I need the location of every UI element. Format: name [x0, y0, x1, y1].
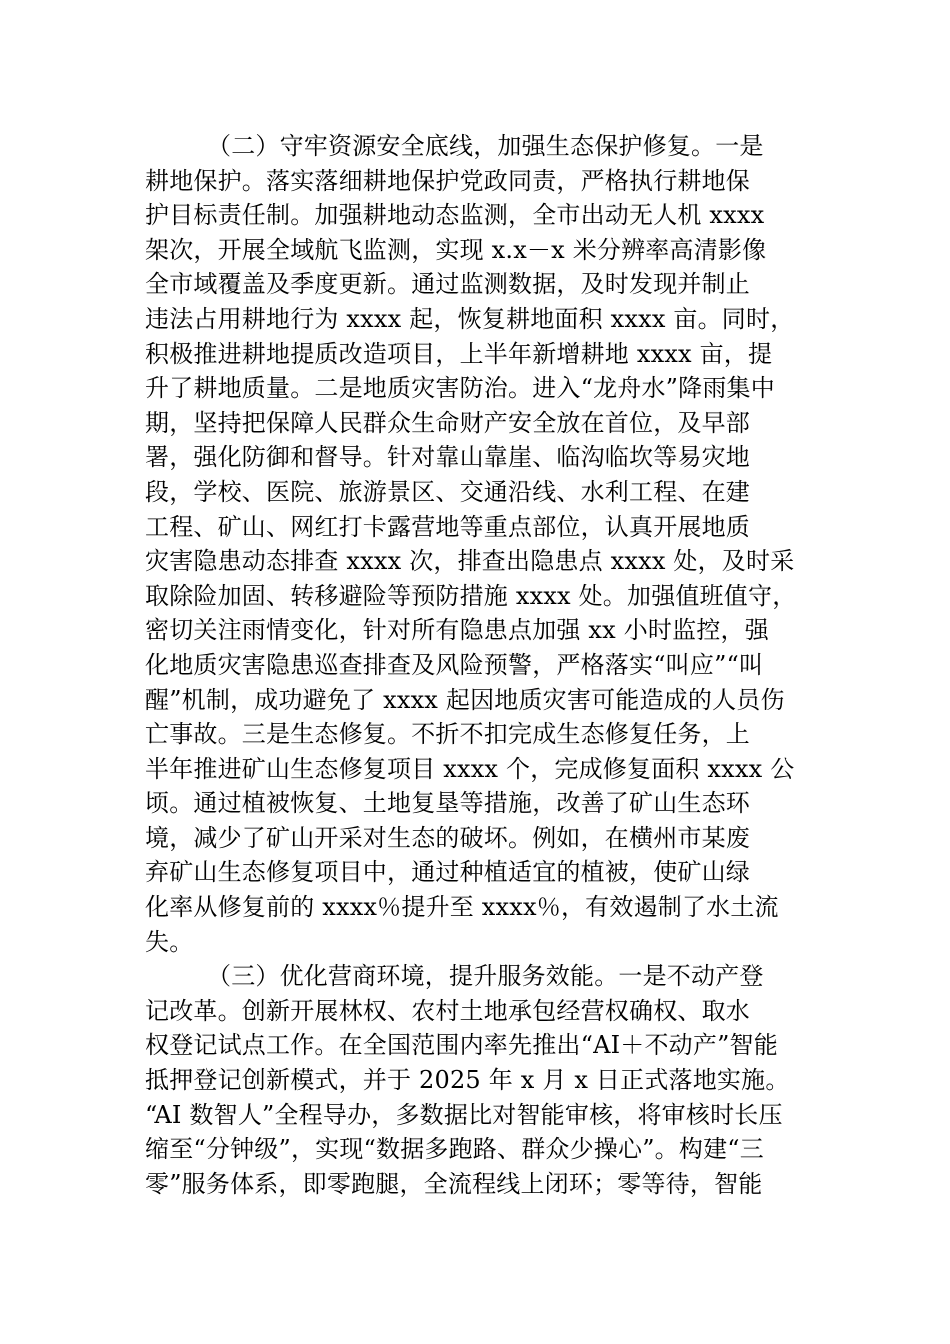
paragraph-2-line-5: 全市域覆盖及季度更新。通过监测数据，及时发现并制止	[145, 270, 750, 299]
paragraph-3-line-3: 权登记试点工作。在全国范围内率先推出“AI＋不动产”智能	[145, 1031, 778, 1060]
document-body	[145, 129, 845, 1201]
paragraph-2-line-18: 亡事故。三是生态修复。不折不扣完成生态修复任务，上	[145, 720, 750, 749]
paragraph-2-line-13: 灾害隐患动态排查 xxxx 次，排查出隐患点 xxxx 处，及时采	[145, 547, 795, 576]
paragraph-2-line-21: 境，减少了矿山开采对生态的破坏。例如，在横州市某废	[145, 823, 750, 852]
paragraph-2-line-8: 升了耕地质量。二是地质灾害防治。进入“龙舟水”降雨集中	[145, 374, 775, 403]
paragraph-2-line-3: 护目标责任制。加强耕地动态监测，全市出动无人机 xxxx	[145, 201, 765, 230]
paragraph-2-line-2: 耕地保护。落实落细耕地保护党政同责，严格执行耕地保	[145, 166, 750, 195]
paragraph-2-line-24: 失。	[145, 927, 194, 956]
paragraph-2-line-9: 期，坚持把保障人民群众生命财产安全放在首位，及早部	[145, 408, 750, 437]
paragraph-2-line-10: 署，强化防御和督导。针对靠山靠崖、临沟临坎等易灾地	[145, 443, 750, 472]
paragraph-2-line-17: 醒”机制，成功避免了 xxxx 起因地质灾害可能造成的人员伤	[145, 685, 785, 714]
paragraph-2-line-4: 架次，开展全域航飞监测，实现 x.x－x 米分辨率高清影像	[145, 235, 767, 264]
paragraph-2-line-19: 半年推进矿山生态修复项目 xxxx 个，完成修复面积 xxxx 公	[145, 754, 795, 783]
paragraph-3-line-7: 零”服务体系，即零跑腿，全流程线上闭环；零等待，智能	[145, 1169, 763, 1198]
paragraph-2-line-7: 积极推进耕地提质改造项目，上半年新增耕地 xxxx 亩，提	[145, 339, 773, 368]
paragraph-2-line-22: 弃矿山生态修复项目中，通过种植适宜的植被，使矿山绿	[145, 858, 750, 887]
paragraph-3-line-2: 记改革。创新开展林权、农村土地承包经营权确权、取水	[145, 996, 750, 1025]
paragraph-3-line-1: （三）优化营商环境，提升服务效能。一是不动产登	[207, 962, 764, 991]
paragraph-2-line-12: 工程、矿山、网红打卡露营地等重点部位，认真开展地质	[145, 512, 750, 541]
paragraph-3-line-6: 缩至“分钟级”，实现“数据多跑路、群众少操心”。构建“三	[145, 1135, 764, 1164]
paragraph-2-line-11: 段，学校、医院、旅游景区、交通沿线、水利工程、在建	[145, 477, 750, 506]
paragraph-2-line-6: 违法占用耕地行为 xxxx 起，恢复耕地面积 xxxx 亩。同时，	[145, 304, 795, 333]
paragraph-2-line-14: 取除险加固、转移避险等预防措施 xxxx 处。加强值班值守，	[145, 581, 797, 610]
paragraph-2-line-20: 顷。通过植被恢复、土地复垦等措施，改善了矿山生态环	[145, 789, 750, 818]
paragraph-3-line-5: “AI 数智人”全程导办，多数据比对智能审核，将审核时长压	[145, 1100, 783, 1129]
paragraph-2-line-23: 化率从修复前的 xxxx％提升至 xxxx％，有效遏制了水土流	[145, 893, 779, 922]
paragraph-2-line-15: 密切关注雨情变化，针对所有隐患点加强 xx 小时监控，强	[145, 616, 769, 645]
paragraph-2-line-16: 化地质灾害隐患巡查排查及风险预警，严格落实“叫应”“叫	[145, 650, 764, 679]
paragraph-3-line-4: 抵押登记创新模式，并于 2025 年 x 月 x 日正式落地实施。	[145, 1066, 790, 1095]
paragraph-2-line-1: （二）守牢资源安全底线，加强生态保护修复。一是	[207, 132, 764, 160]
